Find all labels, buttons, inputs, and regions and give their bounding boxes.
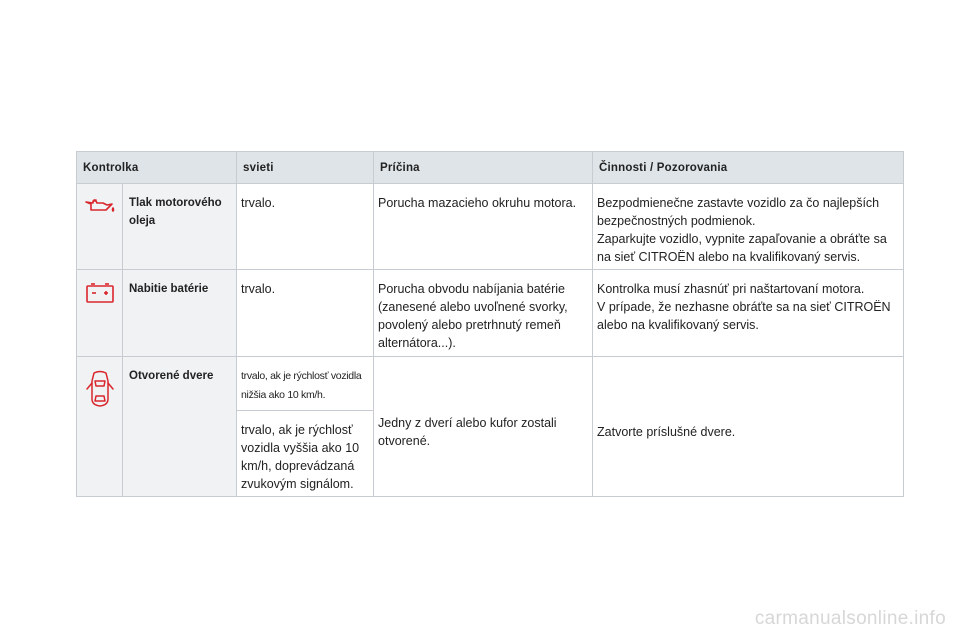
lit-cell: trvalo, ak je rýchlosť vozidla vyššia ako 10 km/h, doprevádzaná zvukovým signálom. [237, 411, 374, 497]
action-cell: Zatvorte príslušné dvere. [593, 357, 904, 497]
oil-can-icon [84, 205, 116, 219]
indicator-name: Otvorené dvere [123, 357, 237, 497]
open-door-icon [85, 398, 115, 412]
icon-cell [77, 270, 123, 357]
icon-cell [77, 184, 123, 270]
table-header-row [77, 152, 904, 184]
action-cell: Bezpodmienečne zastavte vozidlo za čo najlepších bezpečnostných podmienok. Zaparkujte vozidlo, vypnite zapaľovanie a obráťte sa na sieť CITROËN alebo na kvalifikovaný servis. [593, 184, 904, 270]
lit-cell: trvalo. [237, 270, 374, 357]
header-indicator: Kontrolka [77, 152, 237, 184]
header-lit: svieti [237, 152, 374, 184]
icon-cell [77, 357, 123, 497]
header-action: Činnosti / Pozorovania [593, 152, 904, 184]
table-row [77, 357, 904, 411]
cause-cell: Porucha mazacieho okruhu motora. [374, 184, 593, 270]
indicator-name: Nabitie batérie [123, 270, 237, 357]
table-row [77, 184, 904, 270]
watermark: carmanualsonline.info [754, 608, 946, 629]
indicator-name: Tlak motorového oleja [123, 184, 237, 270]
action-cell: Kontrolka musí zhasnúť pri naštartovaní motora. V prípade, že nezhasne obráťte sa na sieť CITROËN alebo na kvalifikovaný servis. [593, 270, 904, 357]
cause-cell: Jedny z dverí alebo kufor zostali otvorené. [374, 357, 593, 497]
lit-cell: trvalo, ak je rýchlosť vozidla nižšia ako 10 km/h. [237, 357, 374, 411]
cause-cell: Porucha obvodu nabíjania batérie (zanesené alebo uvoľnené svorky, povolený alebo pretrhnutý remeň alternátora...). [374, 270, 593, 357]
table-row [77, 270, 904, 357]
battery-icon [85, 293, 115, 307]
warning-lights-table [76, 151, 904, 497]
header-cause: Príčina [374, 152, 593, 184]
lit-cell: trvalo. [237, 184, 374, 270]
